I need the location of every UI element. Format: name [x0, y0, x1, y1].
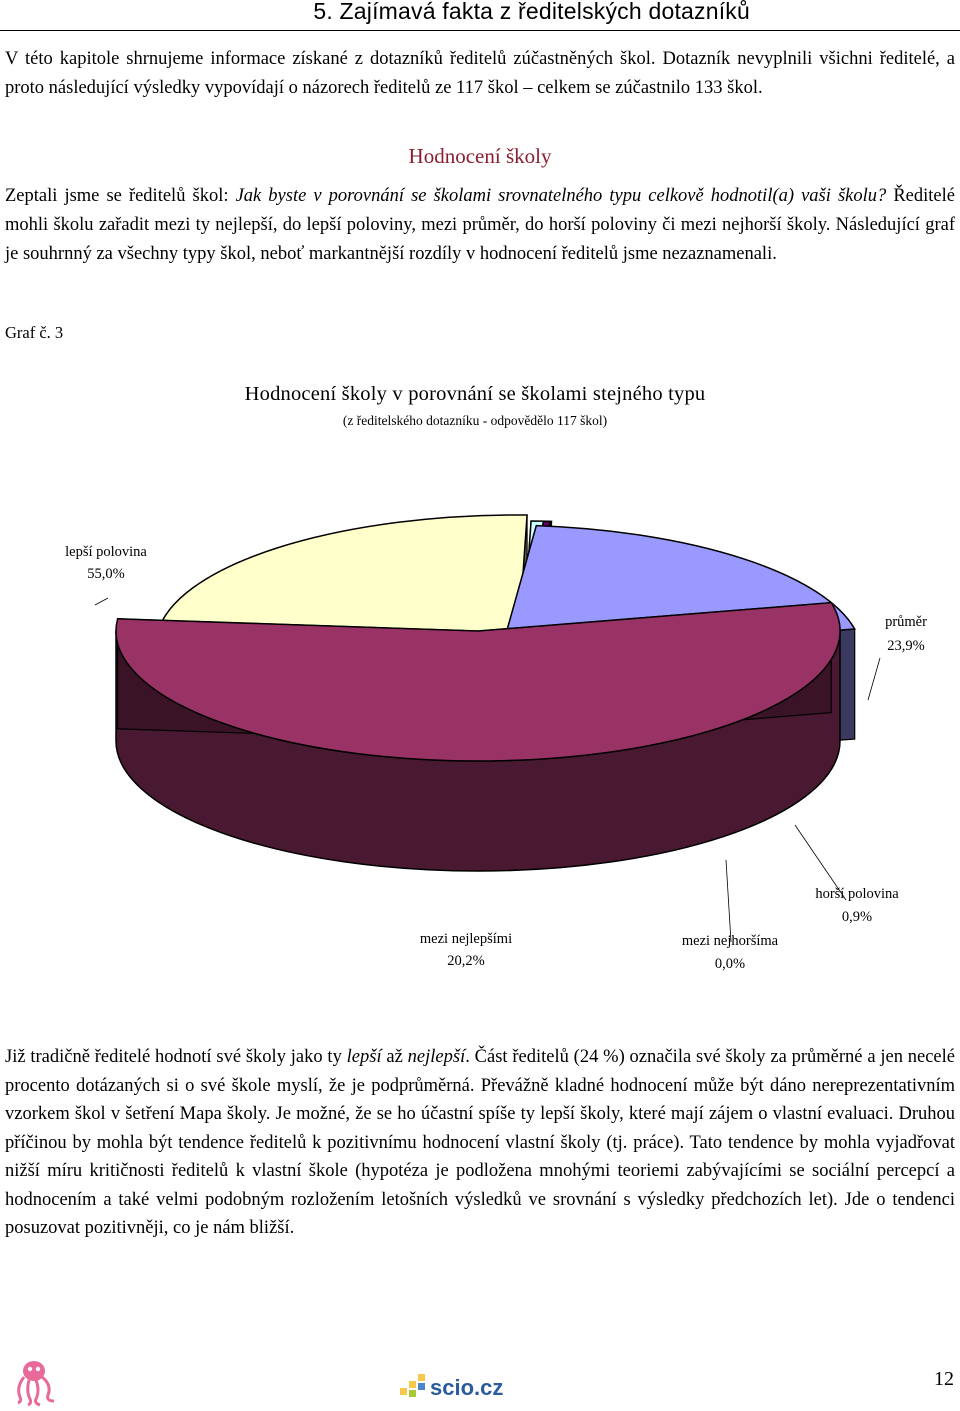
pie-slice-lepší-polovina: [116, 603, 840, 871]
closing-e: . Část ředitelů (24 %) označila své školy za průměrné a jen necelé procento dotázaných si o své škole myslí, že je podprůměrná. Převážně kladné hodnocení může být dáno nereprezentativním vzorkem škol v šetření Mapa školy. Je možné, že se ho účastní spíše ty lepší školy, které mají zájem o vlastní evaluaci. Druhou příčinou by mohla být tendence ředitelů k pozitivnímu hodnocení vlastní školy (tj. práce). Tato tendence by mohla vyjadřovat nižší míru kritičnosti ředitelů k vlastní škole (hypotéza je podložena mnohými teoriemi zabývajícími se sociální percepcí a hodnocením a také velmi podobným rozložením letošních výsledků ve srovnání s výsledky předchozích let). Jde o tendenci posuzovat pozitivněji, co je nám bližší.: [5, 1047, 955, 1238]
page-number: 12: [934, 1368, 954, 1390]
octopus-logo-icon: [10, 1357, 66, 1407]
section-subheading: Hodnocení školy: [408, 144, 552, 168]
pie-leader-line-mezi-nejhoršíma: [726, 860, 731, 942]
pie-label-value-mezi-nejhoršíma: 0,0%: [714, 956, 746, 972]
graph-number-label: Graf č. 3: [5, 323, 64, 342]
pie-label-value-průměr: 23,9%: [887, 638, 925, 654]
scio-logo-text: scio.cz: [430, 1375, 504, 1400]
closing-d: nejlepší: [407, 1047, 466, 1067]
question-paragraph: [5, 182, 955, 269]
pie-label-name-mezi-nejlepšími: mezi nejlepšími: [419, 931, 513, 947]
closing-a: Již tradičně ředitelé hodnotí své školy jako ty: [5, 1047, 347, 1067]
closing-c: až: [381, 1047, 408, 1067]
chapter-heading-bar: [0, 0, 960, 31]
pie-label-name-horší-polovina: horší polovina: [815, 886, 899, 902]
intro-paragraph: V této kapitole shrnujeme informace získané z dotazníků ředitelů zúčastněných škol. Dotazník nevyplnili všichni ředitelé, a proto následující výsledky vypovídají o názorech ředitelů ze 117 škol – celkem se zúčastnilo 133 škol.: [5, 49, 955, 98]
pie-label-name-lepší-polovina: lepší polovina: [65, 544, 147, 560]
scio-logo: [398, 1370, 533, 1400]
pie-label-value-horší-polovina: 0,9%: [841, 909, 873, 925]
chart-title: Hodnocení školy v porovnání se školami stejného typu: [244, 383, 706, 405]
pie-slices: [116, 515, 855, 871]
closing-paragraph: [5, 1043, 955, 1243]
question-lead: Zeptali jsme se ředitelů škol:: [5, 186, 236, 206]
chapter-heading: 5. Zajímavá fakta z ředitelských dotazníků: [313, 0, 750, 24]
pie-label-value-lepší-polovina: 55,0%: [87, 566, 125, 582]
pie-label-name-mezi-nejhoršíma: mezi nejhoršíma: [681, 933, 779, 949]
question-rest: Ředitelé mohli školu zařadit mezi ty nejlepší, do lepší poloviny, mezi průměr, do horší poloviny či mezi nejhorší školy. Následující graf je souhrnný za všechny typy škol, neboť markantnější rozdíly v hodnocení ředitelů jsme nezaznamenali.: [5, 186, 955, 264]
question-text: Jak byste v porovnání se školami srovnatelného typu celkově hodnotil(a) vaši školu?: [235, 186, 887, 206]
pie-leader-line-průměr: [868, 658, 880, 700]
pie-label-name-průměr: průměr: [885, 614, 927, 630]
pie-chart: [0, 440, 960, 1030]
pie-label-value-mezi-nejlepšími: 20,2%: [447, 953, 485, 969]
pie-leader-line-lepší-polovina: [95, 598, 108, 605]
closing-b: lepší: [346, 1047, 382, 1067]
chart-subtitle: (z ředitelského dotazníku - odpovědělo 117 škol): [342, 413, 608, 428]
